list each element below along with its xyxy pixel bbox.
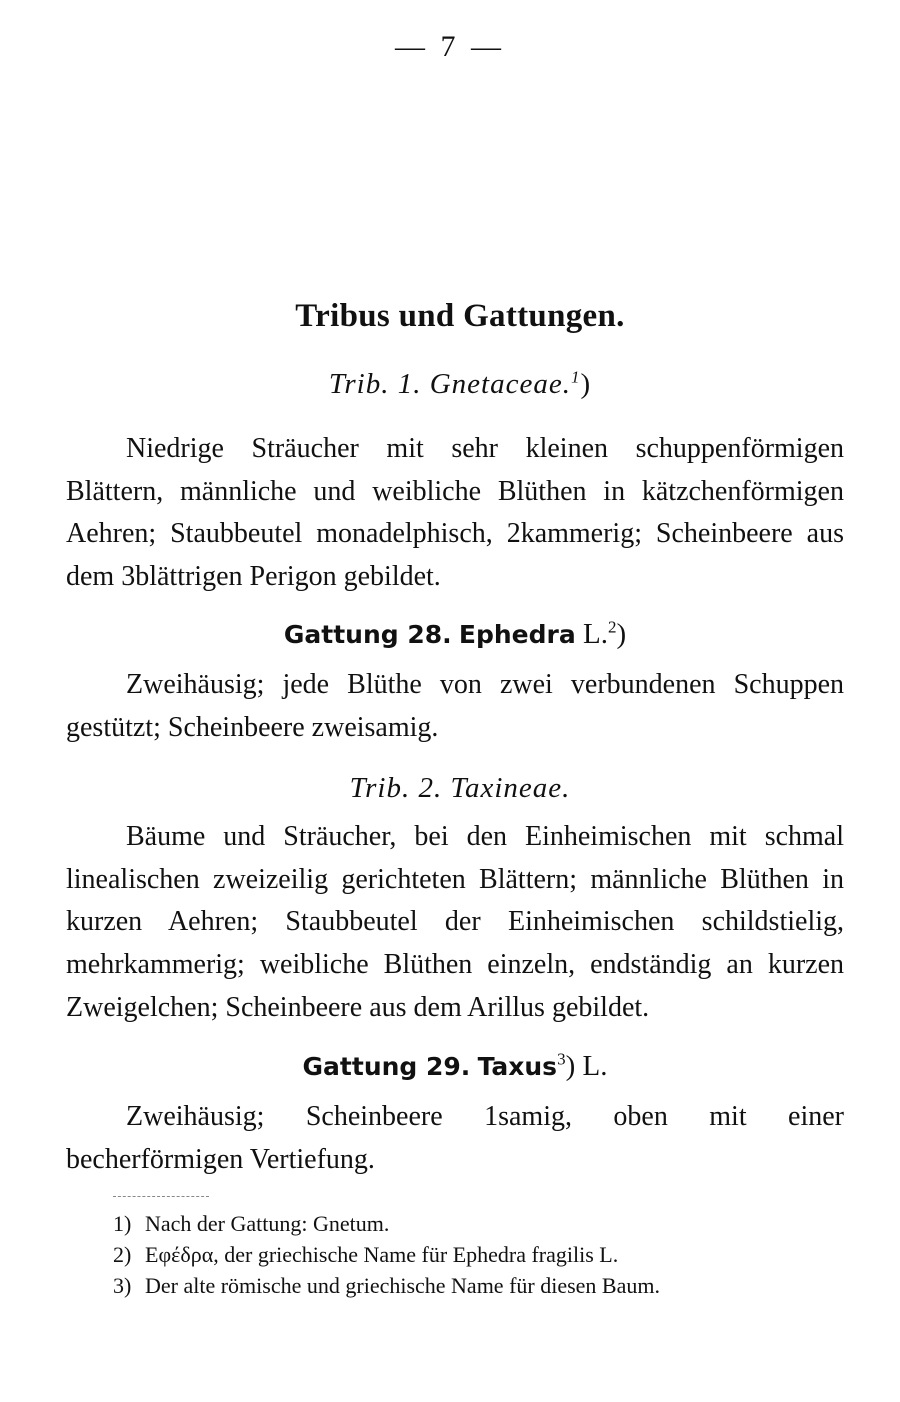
gattung-28-description [66,664,844,749]
footnote-item [113,1208,813,1239]
gattung-28-name: Ephedra [458,620,576,649]
gattung-29-label: Gattung 29. [302,1052,471,1081]
footnote-text: Der alte römische und griechische Name für diesen Baum. [145,1273,660,1298]
footnote-text: Εφέδρα, der griechische Name für Ephedra fragilis L. [145,1242,619,1267]
gattung-29-name: Taxus [477,1052,558,1081]
tribus-2-label: Trib. 2. [349,772,443,804]
footnote-number: 2) [113,1242,132,1267]
gattung-29-heading [0,1050,900,1083]
tribus-1-label: Trib. 1. [328,368,422,400]
footnote-ref-2: 2 [607,617,617,637]
tribus-2-name: Taxineae. [450,772,571,804]
footnote-number: 1) [113,1211,132,1236]
footnote-ref-1: 1 [570,367,581,387]
footnote-text: Nach der Gattung: Gnetum. [145,1211,390,1236]
footnote-ref-2-close: ) [616,618,627,650]
page-number: — 7 — [395,30,505,63]
footnote-ref-1-close: ) [580,368,592,400]
footnote-item [113,1239,813,1270]
footnotes-list [113,1208,813,1301]
footnote-ref-3: 3 [557,1049,566,1069]
tribus-1-heading [0,368,900,401]
tribus-2-heading [0,772,900,805]
footnote-divider [113,1196,209,1197]
tribus-1-text: Niedrige Sträucher mit sehr kleinen schuppenförmigen Blättern, männliche und weibliche Blüthen in kätzchenförmigen Aehren; Staubbeutel monadelphisch, 2kammerig; Scheinbeere aus dem 3blättrigen Perigon gebildet. [66,433,844,593]
gattung-28-label: Gattung 28. [283,620,452,649]
gattung-29-author: L. [582,1050,608,1082]
tribus-1-description [66,428,844,599]
section-heading: Tribus und Gattungen. [295,298,625,334]
footnote-number: 3) [113,1273,132,1298]
gattung-28-text: Zweihäusig; jede Blüthe von zwei verbundenen Schuppen gestützt; Scheinbeere zweisamig. [66,669,844,743]
gattung-29-description [66,1096,844,1181]
footnote-item [113,1270,813,1301]
tribus-2-description [66,816,844,1030]
tribus-2-text: Bäume und Sträucher, bei den Einheimischen mit schmal linealischen zweizeilig gerichteten Blättern; männliche Blüthen in kurzen Aehren; Staubbeutel der Einheimischen schildstielig, mehrkammerig; weibliche Blüthen einzeln, endständig an kurzen Zweigelchen; Scheinbeere aus dem Arillus gebildet. [66,821,844,1023]
tribus-1-name: Gnetaceae. [429,368,571,400]
gattung-29-text: Zweihäusig; Scheinbeere 1samig, oben mit einer becherförmigen Vertiefung. [66,1101,844,1175]
gattung-28-heading [0,618,900,651]
gattung-28-author: L. [582,618,608,650]
footnote-ref-3-close: ) [565,1050,576,1082]
